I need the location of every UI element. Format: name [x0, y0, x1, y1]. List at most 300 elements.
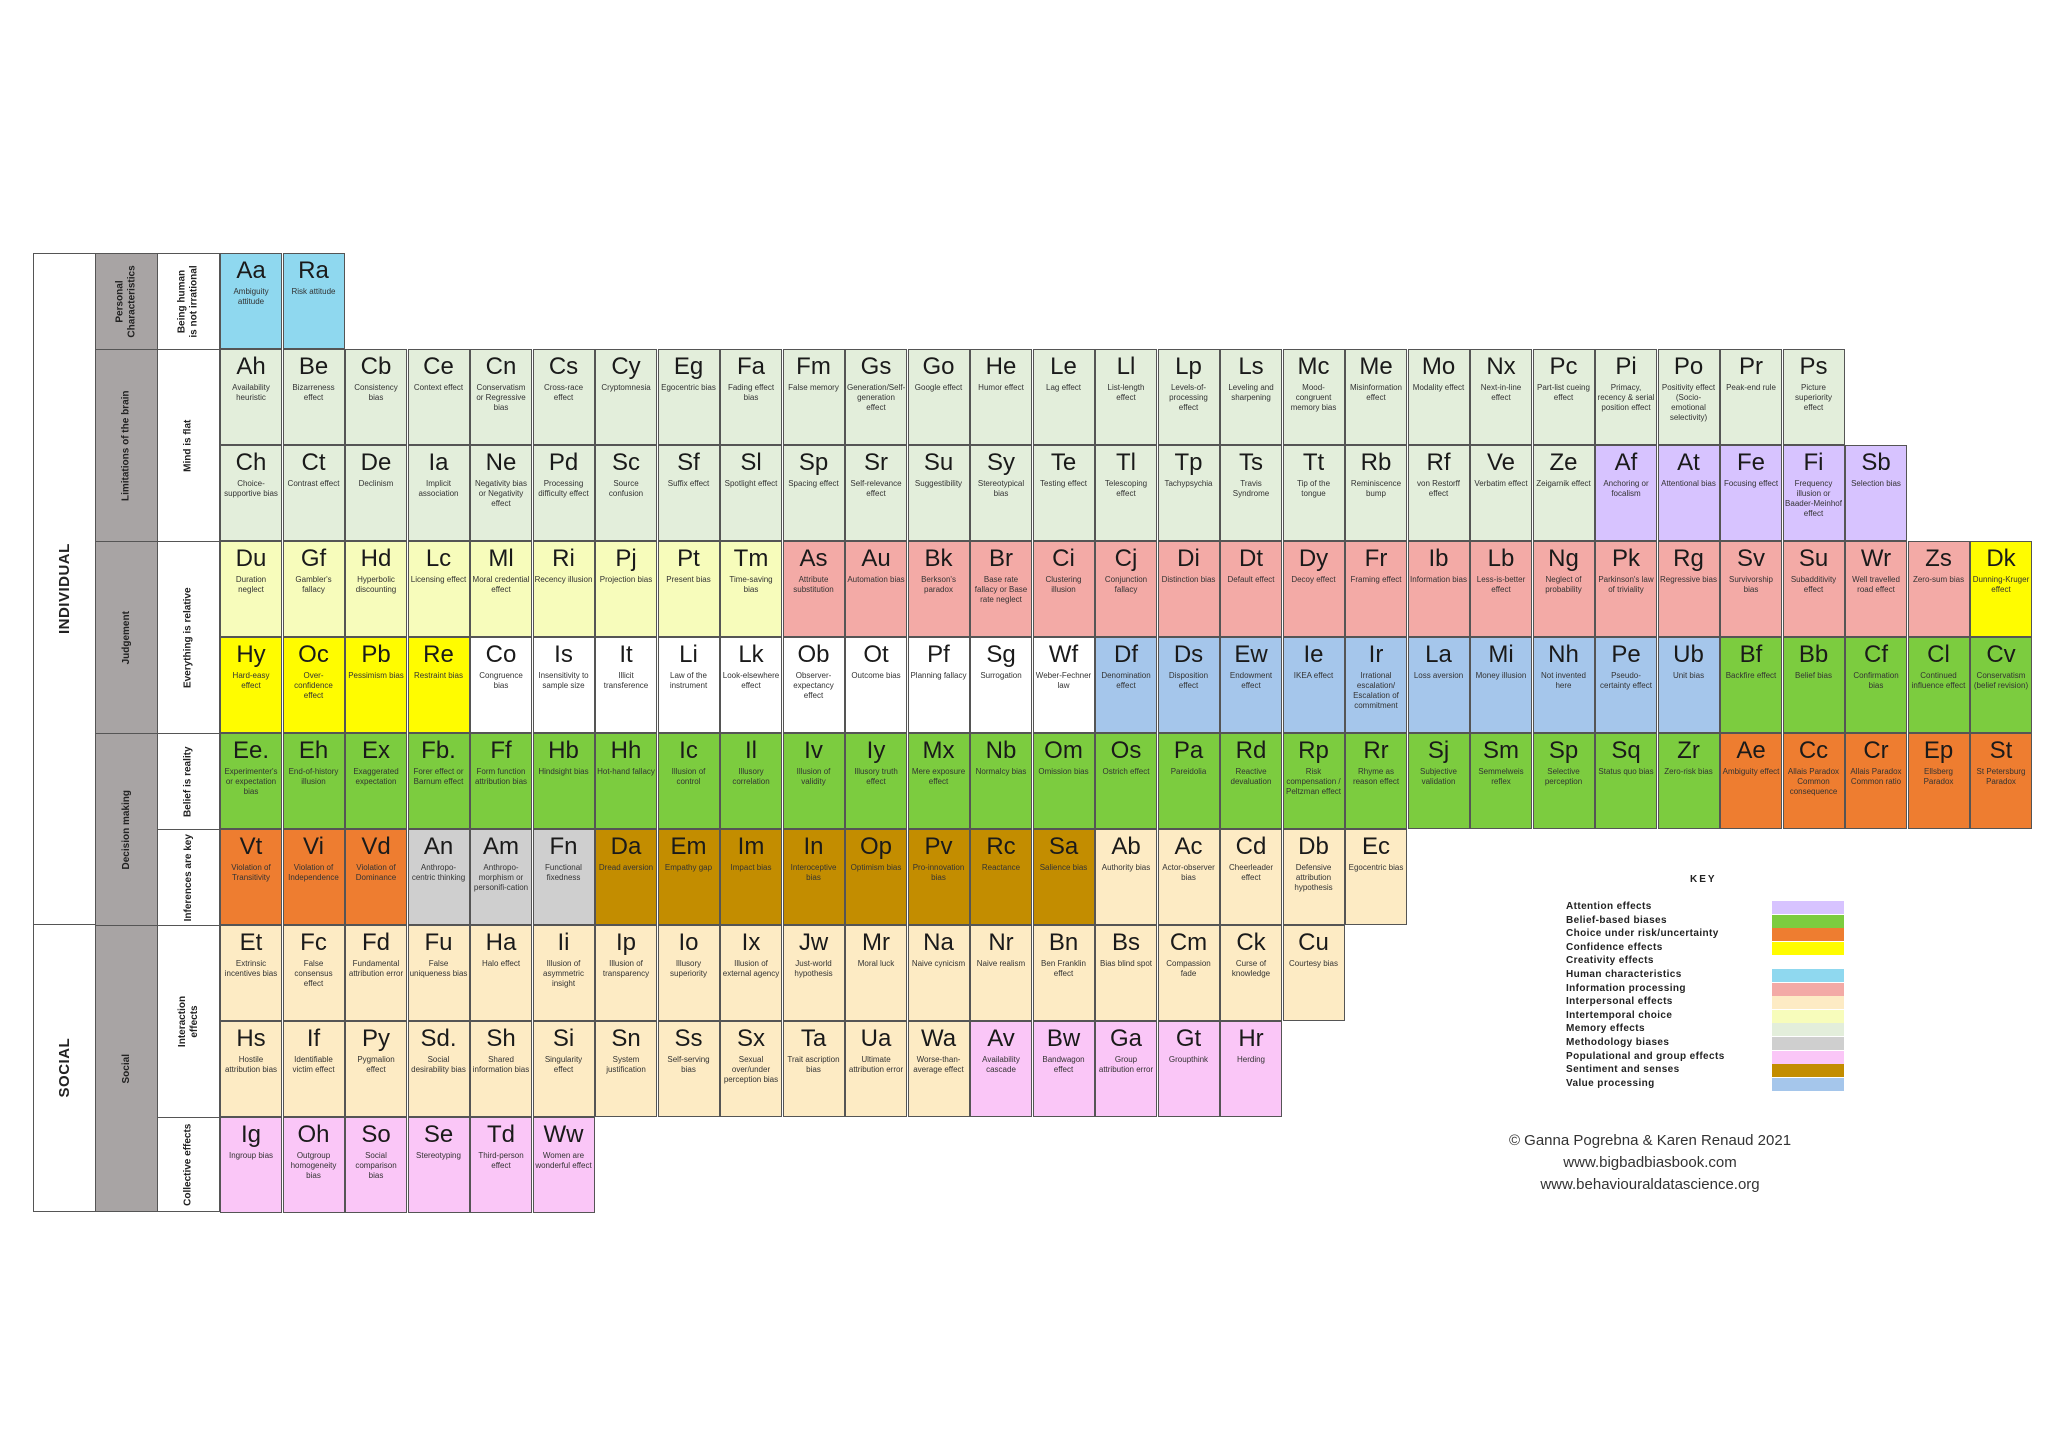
element-name: Recency illusion [534, 575, 593, 584]
element-name: Zero-risk bias [1664, 767, 1713, 776]
element-cell [595, 1021, 657, 1117]
element-cell [1283, 349, 1345, 445]
element-name: Singularity effect [544, 1055, 583, 1074]
element-name: Primacy, recency & serial position effect [1597, 383, 1655, 412]
element-cell [1095, 829, 1157, 925]
element-cell [595, 541, 657, 637]
element-symbol: Cb [360, 353, 392, 380]
element-cell [345, 925, 407, 1021]
element-symbol: Ha [485, 929, 517, 956]
group-individual [33, 253, 96, 925]
element-name: Outcome bias [851, 671, 901, 680]
element-symbol: Py [361, 1025, 390, 1052]
element-symbol: Om [1044, 737, 1083, 764]
element-symbol: Cm [1169, 929, 1208, 956]
element-cell [783, 829, 845, 925]
element-cell [408, 1021, 470, 1117]
principle-mind-is-flat-label: Mind is flat [182, 419, 194, 472]
element-symbol: Be [298, 353, 329, 380]
element-symbol: Af [1614, 449, 1638, 476]
element-symbol: Gs [860, 353, 892, 380]
element-cell [470, 925, 532, 1021]
element-name: Clustering illusion [1045, 575, 1082, 594]
element-symbol: Dy [1298, 545, 1329, 572]
element-symbol: Dk [1986, 545, 2016, 572]
element-cell [1658, 349, 1720, 445]
element-symbol: Eg [673, 353, 704, 380]
element-cell [470, 445, 532, 541]
element-symbol: Ia [428, 449, 449, 476]
element-symbol: Gt [1175, 1025, 1202, 1052]
element-cell [408, 349, 470, 445]
element-name: Fading effect bias [727, 383, 775, 402]
element-symbol: Ts [1239, 449, 1263, 476]
element-symbol: Sc [611, 449, 640, 476]
element-cell [658, 445, 720, 541]
element-symbol: Me [1359, 353, 1393, 380]
element-name: Decoy effect [1291, 575, 1336, 584]
element-name: Subadditivity effect [1790, 575, 1837, 594]
element-name: Distinction bias [1161, 575, 1216, 584]
element-cell [1033, 445, 1095, 541]
element-cell [220, 445, 282, 541]
element-cell [845, 925, 907, 1021]
element-symbol: Jw [798, 929, 829, 956]
element-cell [345, 829, 407, 925]
element-symbol: Se [423, 1121, 454, 1148]
credits-website-1[interactable]: www.bigbadbiasbook.com [1563, 1154, 1737, 1171]
element-cell [220, 637, 282, 733]
element-symbol: Tp [1174, 449, 1203, 476]
element-name: Illusion of control [671, 767, 706, 786]
element-symbol: An [423, 833, 454, 860]
element-name: Semmelweis reflex [1478, 767, 1524, 786]
element-symbol: Ra [298, 257, 329, 284]
element-name: Halo effect [481, 959, 521, 968]
element-symbol: Fu [424, 929, 453, 956]
element-name: Disposition effect [1168, 671, 1209, 690]
element-name: Confirmation bias [1853, 671, 1899, 690]
element-name: Violation of Independence [288, 863, 339, 882]
element-symbol: St [1989, 737, 2013, 764]
element-name: Illusion of validity [796, 767, 831, 786]
element-symbol: Pi [1615, 353, 1637, 380]
key-item-label: Confidence effects [1566, 941, 1663, 953]
key-item-label: Populational and group effects [1566, 1050, 1725, 1062]
element-symbol: Ff [490, 737, 512, 764]
element-cell [845, 349, 907, 445]
element-symbol: Ig [240, 1121, 261, 1148]
element-symbol: Sa [1048, 833, 1079, 860]
element-name: Suggestibility [914, 479, 963, 488]
element-symbol: Rf [1426, 449, 1451, 476]
element-symbol: Pv [924, 833, 953, 860]
element-symbol: Sg [986, 641, 1016, 668]
element-symbol: Sj [1427, 737, 1450, 764]
element-symbol: Bn [1048, 929, 1079, 956]
element-cell [470, 349, 532, 445]
element-symbol: Ta [800, 1025, 827, 1052]
element-name: Irrational escalation/ Escalation of commitment [1353, 671, 1399, 710]
element-cell [908, 1021, 970, 1117]
key-item-label: Attention effects [1566, 901, 1652, 912]
key-item-label: Information processing [1566, 982, 1686, 994]
element-cell [1158, 1021, 1220, 1117]
element-cell [720, 733, 782, 829]
element-name: IKEA effect [1293, 671, 1334, 680]
element-name: Declinism [358, 479, 394, 488]
category-decision-making [95, 733, 158, 926]
element-name: Illusory superiority [670, 959, 707, 978]
element-name: Humor effect [978, 383, 1024, 392]
element-symbol: Si [552, 1025, 575, 1052]
principle-belief-is-reality [157, 733, 220, 830]
element-name: Stereotypical bias [977, 479, 1025, 498]
element-cell [1783, 445, 1845, 541]
element-symbol: Ss [674, 1025, 703, 1052]
element-name: Generation/Self-generation effect [847, 383, 906, 412]
element-cell [1845, 637, 1907, 733]
key-item-label: Choice under risk/uncertainty [1566, 928, 1719, 940]
element-symbol: Mx [922, 737, 955, 764]
element-symbol: Hb [548, 737, 579, 764]
element-cell [533, 349, 595, 445]
element-cell [1470, 541, 1532, 637]
element-symbol: Co [485, 641, 517, 668]
element-cell [1845, 541, 1907, 637]
key-item-swatch [1772, 1078, 1844, 1091]
element-cell [783, 925, 845, 1021]
element-cell [1158, 829, 1220, 925]
element-symbol: Ab [1111, 833, 1141, 860]
element-cell [220, 733, 282, 829]
element-cell [1595, 541, 1657, 637]
element-symbol: So [361, 1121, 391, 1148]
element-name: Shared information bias [472, 1055, 530, 1074]
element-name: Restraint bias [414, 671, 463, 680]
group-individual-label: INDIVIDUAL [55, 543, 73, 635]
element-symbol: Lb [1487, 545, 1515, 572]
element-symbol: Pc [1549, 353, 1578, 380]
element-cell [1095, 1021, 1157, 1117]
element-symbol: Ds [1173, 641, 1204, 668]
element-name: Naive realism [976, 959, 1026, 968]
element-name: Allais Paradox Common consequence [1787, 767, 1840, 796]
element-symbol: Cy [611, 353, 641, 380]
element-cell [408, 1117, 470, 1213]
element-name: Subjective validation [1420, 767, 1457, 786]
element-name: Not invented here [1541, 671, 1586, 690]
element-symbol: Fi [1803, 449, 1824, 476]
element-name: Rhyme as reason effect [1352, 767, 1400, 786]
element-symbol: Rp [1298, 737, 1329, 764]
element-name: Conservatism or Regressive bias [476, 383, 526, 412]
element-symbol: Ls [1238, 353, 1264, 380]
element-symbol: Sr [864, 449, 888, 476]
element-cell [470, 1021, 532, 1117]
element-symbol: Rg [1673, 545, 1704, 572]
element-symbol: Sf [677, 449, 700, 476]
element-symbol: Fb. [421, 737, 456, 764]
key-item-label: Methodology biases [1566, 1037, 1670, 1048]
element-cell [783, 1021, 845, 1117]
element-name: Functional fixedness [545, 863, 582, 882]
element-symbol: Lk [738, 641, 764, 668]
element-cell [283, 445, 345, 541]
element-cell [533, 637, 595, 733]
category-social-label: Social [120, 1053, 132, 1084]
element-cell [658, 1021, 720, 1117]
principle-collective-effects [157, 1117, 220, 1212]
element-name: Law of the instrument [669, 671, 708, 690]
element-name: Automation bias [847, 575, 905, 584]
element-name: Conjunction fallacy [1104, 575, 1148, 594]
element-cell [283, 637, 345, 733]
element-name: Planning fallacy [910, 671, 967, 680]
element-cell [1845, 445, 1907, 541]
element-symbol: Cj [1114, 545, 1138, 572]
element-symbol: It [619, 641, 633, 668]
element-cell [658, 733, 720, 829]
element-cell [1720, 445, 1782, 541]
element-name: Ingroup bias [228, 1151, 274, 1160]
category-decision-making-label: Decision making [120, 789, 132, 870]
element-name: Trait ascription bias [787, 1055, 840, 1074]
key-item-swatch [1772, 1010, 1844, 1023]
element-cell [845, 829, 907, 925]
element-symbol: As [799, 545, 828, 572]
element-symbol: Rr [1363, 737, 1389, 764]
element-name: Actor-observer bias [1162, 863, 1215, 882]
element-name: Allais Paradox Common ratio [1850, 767, 1902, 786]
element-cell [845, 733, 907, 829]
element-name: Normalcy bias [975, 767, 1027, 776]
element-name: Mere exposure effect [911, 767, 966, 786]
element-name: Processing difficulty effect [538, 479, 589, 498]
element-cell [1158, 925, 1220, 1021]
element-symbol: Bs [1111, 929, 1140, 956]
element-cell [1533, 349, 1595, 445]
element-symbol: Fn [549, 833, 578, 860]
element-symbol: Na [923, 929, 954, 956]
element-cell [845, 445, 907, 541]
element-name: Sexual over/under perception bias [723, 1055, 779, 1084]
element-cell [345, 637, 407, 733]
element-cell [1033, 925, 1095, 1021]
element-symbol: Pd [548, 449, 579, 476]
element-cell [1720, 541, 1782, 637]
element-cell [1220, 925, 1282, 1021]
element-cell [783, 637, 845, 733]
element-symbol: Ec [1361, 833, 1390, 860]
element-name: Egocentric bias [1348, 863, 1404, 872]
element-name: Status quo bias [1598, 767, 1654, 776]
element-name: Selection bias [1851, 479, 1901, 488]
element-symbol: Cc [1798, 737, 1829, 764]
element-name: False uniqueness bias [409, 959, 468, 978]
element-cell [1345, 541, 1407, 637]
principle-mind-is-flat [157, 349, 220, 542]
element-symbol: Am [483, 833, 519, 860]
element-name: Licensing effect [410, 575, 467, 584]
element-name: Picture superiority effect [1795, 383, 1832, 412]
element-name: Social desirability bias [411, 1055, 466, 1074]
element-name: Ostrich effect [1102, 767, 1150, 776]
element-symbol: Ch [235, 449, 267, 476]
element-cell [1720, 637, 1782, 733]
element-symbol: Mr [862, 929, 890, 956]
element-name: Contrast effect [287, 479, 340, 488]
element-name: Positivity effect (Socio-emotional selectivity) [1661, 383, 1716, 422]
element-name: Authority bias [1101, 863, 1151, 872]
element-symbol: Pk [1611, 545, 1640, 572]
element-symbol: Fm [796, 353, 831, 380]
key-item-swatch [1772, 955, 1844, 968]
element-cell [908, 349, 970, 445]
element-name: Parkinson's law of triviality [1598, 575, 1654, 594]
element-name: Congruence bias [479, 671, 523, 690]
element-symbol: Ml [488, 545, 514, 572]
element-name: Google effect [914, 383, 963, 392]
element-name: Egocentric bias [661, 383, 716, 392]
element-name: Hyperbolic discounting [355, 575, 397, 594]
element-cell [1470, 637, 1532, 733]
element-name: Mood-congruent memory bias [1290, 383, 1337, 412]
element-cell [408, 541, 470, 637]
element-name: Hard-easy effect [232, 671, 270, 690]
element-name: Suffix effect [667, 479, 710, 488]
element-cell [783, 445, 845, 541]
key-title: KEY [1690, 874, 1717, 885]
element-symbol: If [306, 1025, 321, 1052]
element-symbol: Ic [679, 737, 698, 764]
element-name: Modality effect [1412, 383, 1465, 392]
category-limitations-label: Limitations of the brain [120, 390, 132, 501]
element-name: Illusory correlation [732, 767, 770, 786]
element-cell [970, 925, 1032, 1021]
element-name: Ambiguity effect [1722, 767, 1780, 776]
element-name: Anthropo-centric thinking [411, 863, 466, 882]
element-symbol: Tt [1302, 449, 1325, 476]
element-name: Source confusion [608, 479, 644, 498]
element-symbol: Lc [425, 545, 452, 572]
element-cell [658, 925, 720, 1021]
element-symbol: Is [554, 641, 573, 668]
element-cell [1908, 541, 1970, 637]
element-cell [1908, 733, 1970, 829]
key-item-swatch [1772, 915, 1844, 928]
element-name: Cross-race effect [543, 383, 584, 402]
element-name: Denomination effect [1101, 671, 1151, 690]
element-name: Form function attribution bias [474, 767, 528, 786]
element-symbol: Ce [423, 353, 454, 380]
element-cell [908, 445, 970, 541]
element-name: Tachypsychia [1164, 479, 1213, 488]
element-cell [595, 733, 657, 829]
element-cell [1908, 637, 1970, 733]
element-cell [1783, 637, 1845, 733]
element-symbol: Re [423, 641, 454, 668]
element-cell [1158, 733, 1220, 829]
element-symbol: Vt [239, 833, 263, 860]
element-symbol: Bb [1798, 641, 1829, 668]
element-name: Over-confidence effect [294, 671, 333, 700]
element-cell [283, 1021, 345, 1117]
element-name: Cryptomnesia [601, 383, 651, 392]
element-symbol: Rb [1360, 449, 1392, 476]
element-cell [658, 637, 720, 733]
element-cell [1470, 445, 1532, 541]
element-cell [1408, 733, 1470, 829]
element-name: Base rate fallacy or Base rate neglect [974, 575, 1028, 604]
element-cell [220, 1117, 282, 1213]
element-cell [1283, 925, 1345, 1021]
element-symbol: Mi [1488, 641, 1514, 668]
element-name: Risk compensation / Peltzman effect [1286, 767, 1341, 796]
element-symbol: De [360, 449, 392, 476]
element-cell [595, 925, 657, 1021]
element-symbol: Bk [924, 545, 953, 572]
element-name: Ellsberg Paradox [1923, 767, 1954, 786]
element-symbol: Ep [1923, 737, 1954, 764]
element-symbol: Tl [1116, 449, 1136, 476]
element-cell [970, 637, 1032, 733]
credits-website-2[interactable]: www.behaviouraldatascience.org [1540, 1176, 1760, 1193]
element-name: False memory [788, 383, 839, 392]
element-name: Verbatim effect [1474, 479, 1528, 488]
element-name: Choice-supportive bias [224, 479, 278, 498]
element-cell [720, 829, 782, 925]
element-symbol: Oh [297, 1121, 330, 1148]
element-cell [533, 733, 595, 829]
element-symbol: Pt [677, 545, 700, 572]
element-name: Violation of Dominance [355, 863, 397, 882]
element-symbol: Nx [1486, 353, 1516, 380]
element-cell [1658, 733, 1720, 829]
element-name: Conservatism (belief revision) [1973, 671, 2029, 690]
element-cell [345, 349, 407, 445]
element-name: Testing effect [1040, 479, 1087, 488]
element-name: Look-elsewhere effect [722, 671, 780, 690]
element-symbol: Ah [236, 353, 266, 380]
element-cell [1970, 541, 2032, 637]
element-cell [970, 349, 1032, 445]
element-name: Ultimate attribution error [848, 1055, 904, 1074]
element-cell [1283, 445, 1345, 541]
element-symbol: Ex [361, 737, 390, 764]
element-symbol: Te [1050, 449, 1077, 476]
principle-everything-is-relative [157, 541, 220, 734]
element-name: Group attribution error [1098, 1055, 1154, 1074]
element-cell [1845, 733, 1907, 829]
element-name: Optimism bias [850, 863, 902, 872]
element-cell [970, 733, 1032, 829]
element-cell [1220, 349, 1282, 445]
element-name: Neglect of probability [1545, 575, 1582, 594]
element-name: Bias blind spot [1099, 959, 1153, 968]
element-name: Extrinsic incentives bias [224, 959, 278, 978]
credits-copyright: © Ganna Pogrebna & Karen Renaud 2021 [1508, 1132, 1792, 1149]
element-symbol: La [1425, 641, 1452, 668]
element-cell [595, 637, 657, 733]
element-symbol: Ib [1428, 545, 1449, 572]
element-cell [1345, 445, 1407, 541]
element-symbol: Ob [797, 641, 830, 668]
element-name: Dunning-Kruger effect [1972, 575, 2030, 594]
credits [1440, 1130, 1860, 1196]
principle-inferences-are-key [157, 829, 220, 926]
element-name: Pareidolia [1170, 767, 1207, 776]
